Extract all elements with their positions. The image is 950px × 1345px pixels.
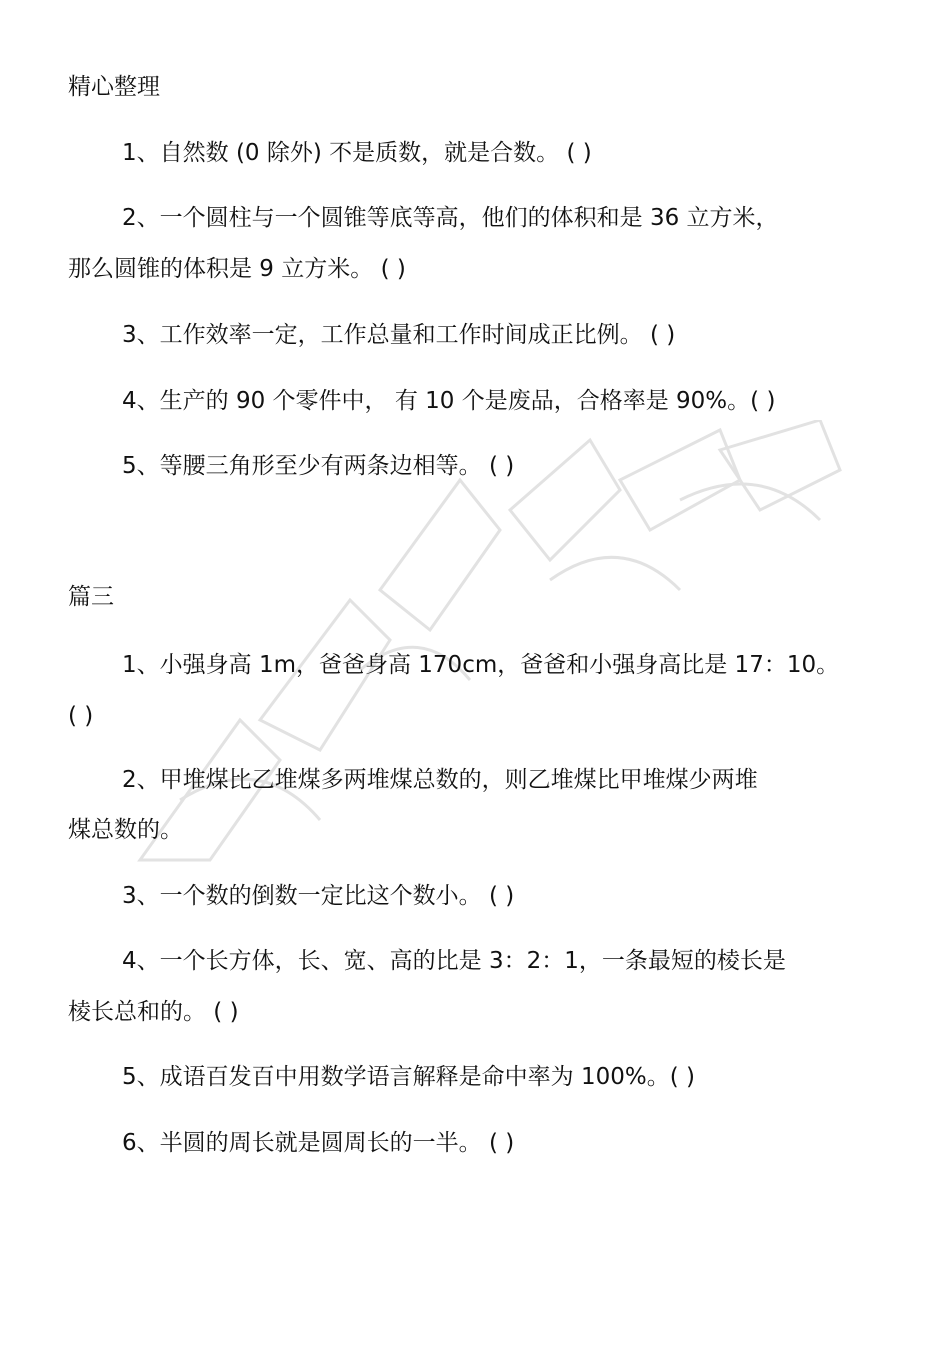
question-item: 6、半圆的周长就是圆周长的一半。 ( )	[122, 1130, 515, 1156]
question-item: 3、工作效率一定，工作总量和工作时间成正比例。 ( )	[122, 322, 676, 348]
question-item: 4、生产的 90 个零件中， 有 10 个是废品，合格率是 90%。( )	[122, 388, 776, 414]
question-item: 5、等腰三角形至少有两条边相等。 ( )	[122, 453, 515, 479]
section-title: 篇三	[68, 584, 114, 610]
question-item: 5、成语百发百中用数学语言解释是命中率为 100%。( )	[122, 1064, 695, 1090]
question-item-continuation: 棱长总和的。 ( )	[68, 999, 239, 1025]
question-item-continuation: 那么圆锥的体积是 9 立方米。 ( )	[68, 256, 406, 282]
section-title: 精心整理	[68, 74, 160, 100]
question-item: 1、小强身高 1m，爸爸身高 170cm，爸爸和小强身高比是 17：10。	[122, 652, 840, 678]
question-item: 2、甲堆煤比乙堆煤多两堆煤总数的，则乙堆煤比甲堆煤少两堆	[122, 767, 758, 793]
question-item: 2、一个圆柱与一个圆锥等底等高，他们的体积和是 36 立方米，	[122, 205, 779, 231]
question-item: 4、一个长方体，长、宽、高的比是 3：2：1，一条最短的棱长是	[122, 948, 786, 974]
question-item-continuation: 煤总数的。	[68, 817, 183, 843]
question-item-continuation: ( )	[68, 703, 94, 729]
question-item: 1、自然数 (0 除外) 不是质数，就是合数。 ( )	[122, 140, 592, 166]
question-item: 3、一个数的倒数一定比这个数小。 ( )	[122, 883, 515, 909]
